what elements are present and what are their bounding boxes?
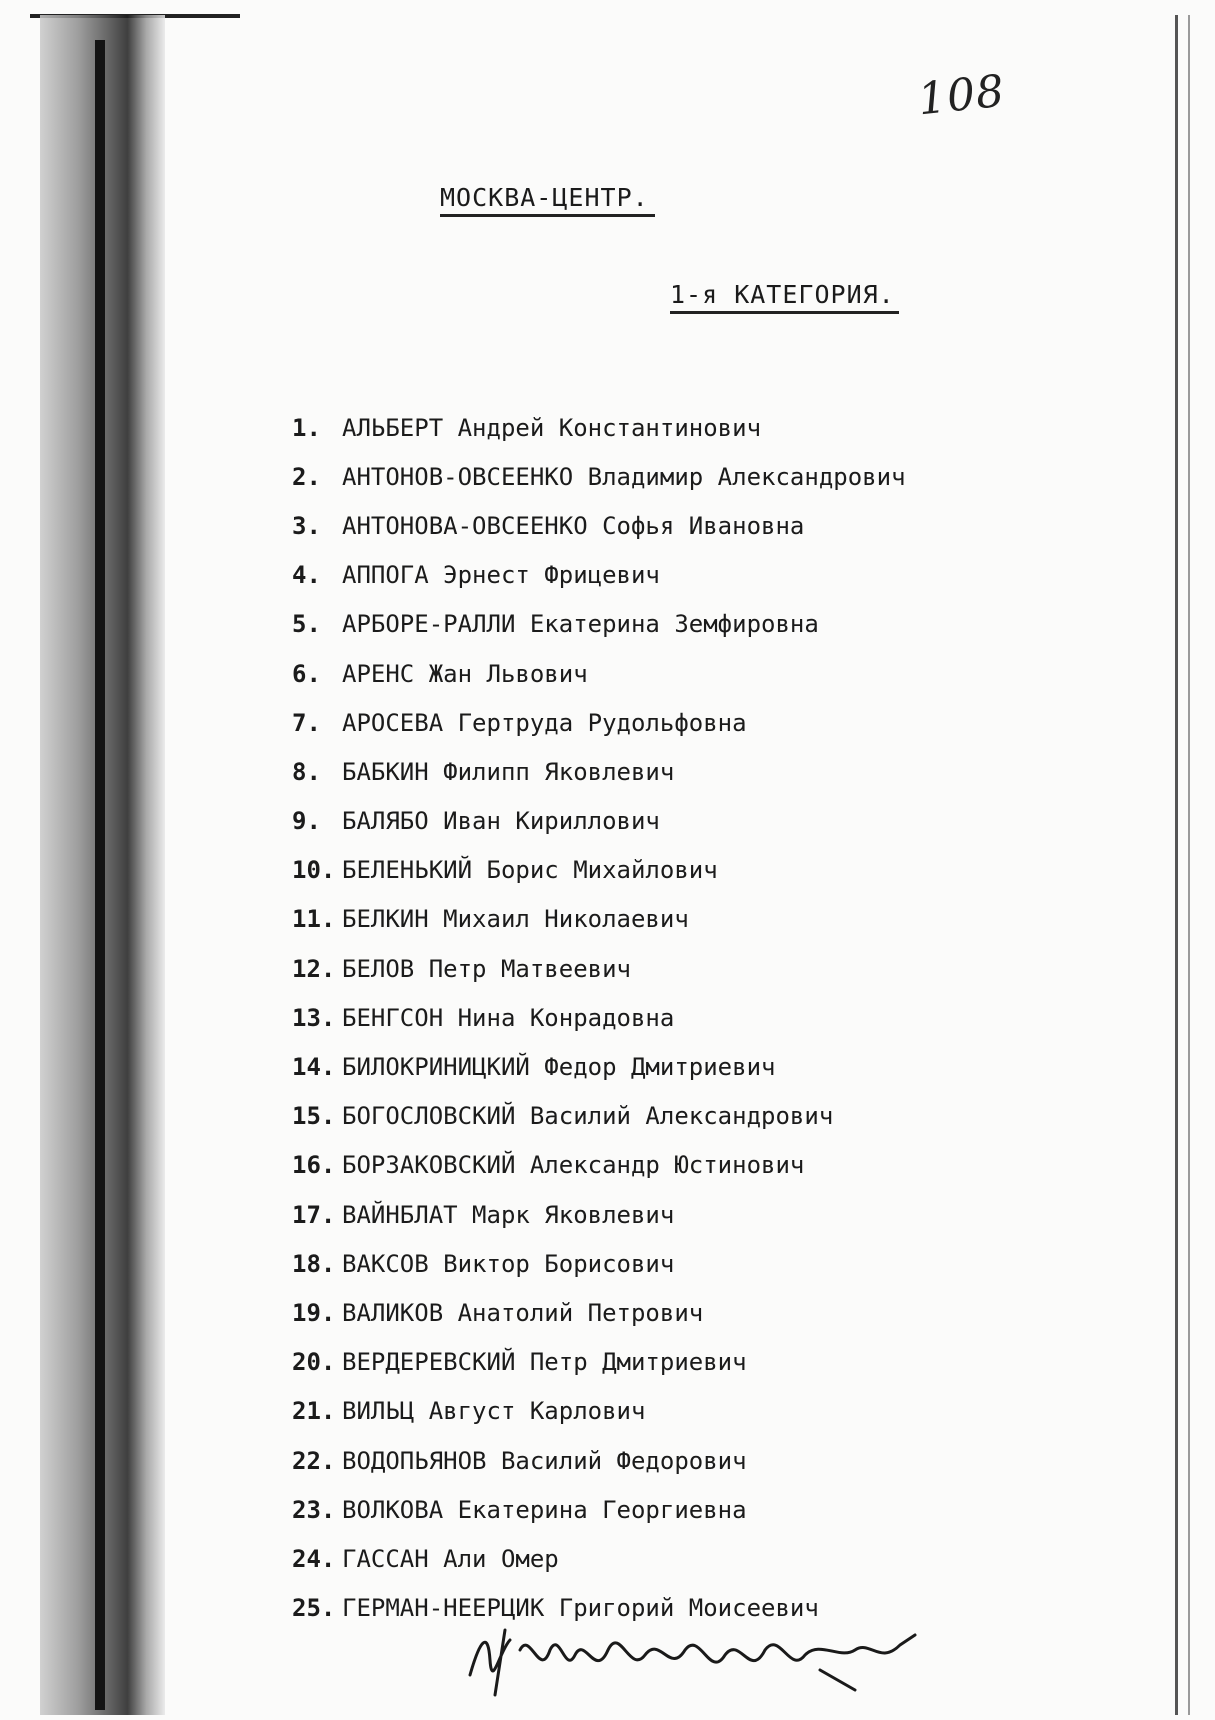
list-item bbox=[292, 1387, 906, 1436]
person-name: АНТОНОВА-ОВСЕЕНКО Софья Ивановна bbox=[342, 511, 805, 540]
person-name: ГЕРМАН-НЕЕРЦИК Григорий Моисеевич bbox=[342, 1594, 819, 1623]
list-item bbox=[292, 1288, 906, 1337]
category-heading: 1-я КАТЕГОРИЯ. bbox=[670, 280, 899, 314]
item-number: 19. bbox=[292, 1298, 336, 1327]
list-item bbox=[292, 600, 906, 649]
person-name: БЕНГСОН Нина Конрадовна bbox=[342, 1003, 675, 1032]
item-number: 9. bbox=[292, 807, 321, 836]
person-name: БОГОСЛОВСКИЙ Василий Александрович bbox=[342, 1102, 834, 1131]
person-name: АРБОРЕ-РАЛЛИ Екатерина Земфировна bbox=[342, 610, 819, 639]
item-number: 14. bbox=[292, 1053, 336, 1082]
item-number: 17. bbox=[292, 1200, 336, 1229]
list-item bbox=[292, 1239, 906, 1288]
handwritten-page-number: 108 bbox=[915, 65, 1008, 126]
book-spine-binding bbox=[95, 40, 105, 1710]
item-number: 23. bbox=[292, 1495, 336, 1524]
person-name: АЛЬБЕРТ Андрей Константинович bbox=[342, 413, 762, 442]
item-number: 20. bbox=[292, 1348, 336, 1377]
list-item bbox=[292, 698, 906, 747]
item-number: 11. bbox=[292, 905, 336, 934]
list-item bbox=[292, 1141, 906, 1190]
person-name: АРЕНС Жан Львович bbox=[342, 659, 588, 688]
item-number: 10. bbox=[292, 856, 336, 885]
list-item bbox=[292, 1485, 906, 1534]
list-item bbox=[292, 1436, 906, 1485]
list-item bbox=[292, 551, 906, 600]
list-item bbox=[292, 649, 906, 698]
list-item bbox=[292, 1190, 906, 1239]
person-name: ВИЛЬЦ Август Карлович bbox=[342, 1397, 646, 1426]
person-name: АНТОНОВ-ОВСЕЕНКО Владимир Александрович bbox=[342, 462, 906, 491]
person-name: БЕЛКИН Михаил Николаевич bbox=[342, 905, 689, 934]
list-item bbox=[292, 501, 906, 550]
list-item bbox=[292, 797, 906, 846]
item-number: 24. bbox=[292, 1544, 336, 1573]
person-name: БАЛЯБО Иван Кириллович bbox=[342, 807, 660, 836]
person-name: ВАКСОВ Виктор Борисович bbox=[342, 1249, 675, 1278]
person-name: АППОГА Эрнест Фрицевич bbox=[342, 561, 660, 590]
item-number: 16. bbox=[292, 1151, 336, 1180]
page-right-border-inner bbox=[1188, 15, 1190, 1715]
item-number: 5. bbox=[292, 610, 321, 639]
handwritten-signature-icon bbox=[460, 1620, 930, 1700]
item-number: 4. bbox=[292, 561, 321, 590]
list-item bbox=[292, 403, 906, 452]
list-item bbox=[292, 1042, 906, 1091]
item-number: 1. bbox=[292, 413, 321, 442]
item-number: 8. bbox=[292, 757, 321, 786]
person-name: ВАЛИКОВ Анатолий Петрович bbox=[342, 1298, 704, 1327]
item-number: 3. bbox=[292, 511, 321, 540]
person-name: БЕЛОВ Петр Матвеевич bbox=[342, 954, 631, 983]
document-title: МОСКВА-ЦЕНТР. bbox=[440, 183, 655, 217]
person-name: БИЛОКРИНИЦКИЙ Федор Дмитриевич bbox=[342, 1053, 776, 1082]
person-name: ВЕРДЕРЕВСКИЙ Петр Дмитриевич bbox=[342, 1348, 747, 1377]
item-number: 21. bbox=[292, 1397, 336, 1426]
person-name: АРОСЕВА Гертруда Рудольфовна bbox=[342, 708, 747, 737]
item-number: 15. bbox=[292, 1102, 336, 1131]
item-number: 22. bbox=[292, 1446, 336, 1475]
list-item bbox=[292, 452, 906, 501]
item-number: 18. bbox=[292, 1249, 336, 1278]
item-number: 12. bbox=[292, 954, 336, 983]
page-right-border bbox=[1175, 15, 1178, 1715]
item-number: 13. bbox=[292, 1003, 336, 1032]
item-number: 25. bbox=[292, 1594, 336, 1623]
list-item bbox=[292, 993, 906, 1042]
list-item bbox=[292, 944, 906, 993]
list-item bbox=[292, 895, 906, 944]
list-item bbox=[292, 846, 906, 895]
list-item bbox=[292, 1092, 906, 1141]
person-name: ВАЙНБЛАТ Марк Яковлевич bbox=[342, 1200, 675, 1229]
item-number: 2. bbox=[292, 462, 321, 491]
name-list bbox=[292, 403, 906, 1633]
person-name: ГАССАН Али Омер bbox=[342, 1544, 559, 1573]
item-number: 7. bbox=[292, 708, 321, 737]
list-item bbox=[292, 1534, 906, 1583]
person-name: БОРЗАКОВСКИЙ Александр Юстинович bbox=[342, 1151, 805, 1180]
person-name: ВОЛКОВА Екатерина Георгиевна bbox=[342, 1495, 747, 1524]
list-item bbox=[292, 747, 906, 796]
person-name: БАБКИН Филипп Яковлевич bbox=[342, 757, 675, 786]
item-number: 6. bbox=[292, 659, 321, 688]
person-name: ВОДОПЬЯНОВ Василий Федорович bbox=[342, 1446, 747, 1475]
person-name: БЕЛЕНЬКИЙ Борис Михайлович bbox=[342, 856, 718, 885]
list-item bbox=[292, 1338, 906, 1387]
